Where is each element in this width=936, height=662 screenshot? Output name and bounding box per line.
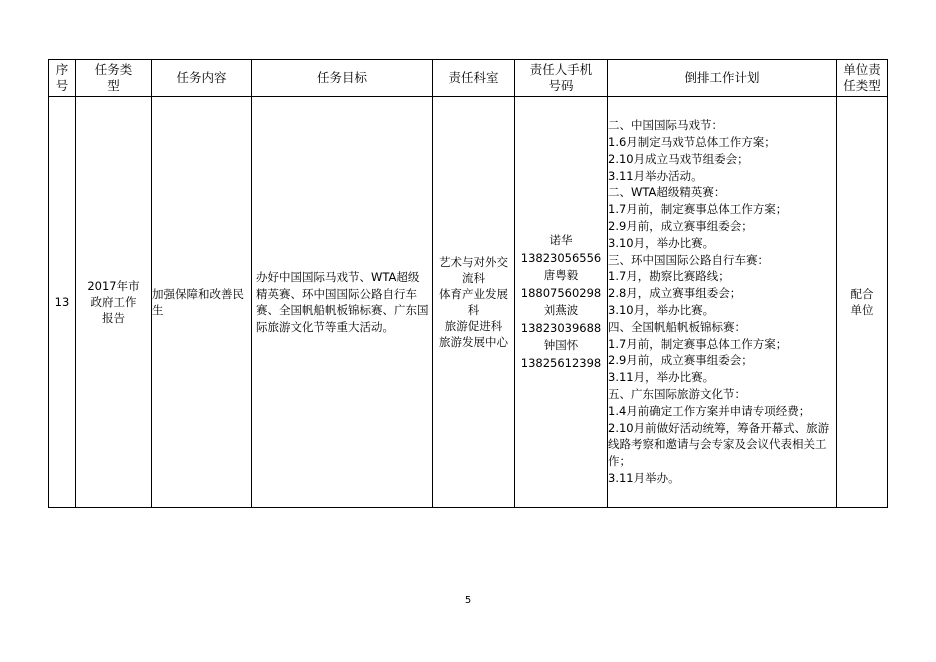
plan-line: 2.9月前，成立赛事组委会；	[608, 219, 753, 234]
plan-line: 2.8月，成立赛事组委会；	[608, 286, 742, 301]
plan-line: 3.10月，举办比赛。	[608, 235, 715, 250]
cell-goal: 办好中国国际马戏节、WTA超级精英赛、环中国国际公路自行车赛、全国帆船帆板锦标赛、广东国际旅游文化节等重大活动。	[252, 97, 433, 508]
contact-phone: 13823039688	[520, 320, 602, 335]
header-dept: 责任科室	[433, 60, 515, 97]
header-plan: 倒排工作计划	[608, 60, 837, 97]
cell-dept	[433, 97, 515, 508]
contact-name: 钟国怀	[543, 338, 579, 352]
plan-line: 3.10月，举办比赛。	[608, 303, 715, 317]
plan-line: 1.6月制定马戏节总体工作方案；	[608, 135, 776, 150]
plan-line: 2.10月成立马戏节组委会；	[608, 151, 749, 166]
cell-unit: 配合单位	[837, 97, 888, 508]
plan-line: 3.11月举办。	[608, 470, 680, 485]
header-content: 任务内容	[152, 60, 252, 97]
plan-line: 五、广东国际旅游文化节：	[608, 386, 746, 401]
cell-person	[515, 97, 608, 508]
dept-item: 体育产业发展科	[439, 287, 508, 317]
dept-item: 旅游发展中心	[439, 335, 508, 349]
plan-line: 3.11月举办活动。	[608, 168, 703, 183]
dept-item: 艺术与对外交流科	[439, 255, 508, 285]
plan-line: 四、全国帆船帆板锦标赛：	[608, 319, 746, 334]
plan-line: 1.7月前，制定赛事总体工作方案；	[608, 336, 788, 351]
contact-phone: 13823056556	[520, 250, 602, 265]
plan-line: 3.11月，举办比赛。	[608, 370, 715, 385]
contact-name: 诺华	[549, 233, 573, 247]
cell-content: 加强保障和改善民生	[152, 97, 252, 508]
page-number: 5	[464, 595, 472, 606]
table-row	[49, 97, 888, 508]
plan-line: 1.4月前确定工作方案并申请专项经费；	[608, 403, 811, 418]
header-row	[49, 60, 888, 97]
header-unit: 单位责任类型	[837, 60, 888, 97]
cell-no: 13	[49, 97, 76, 508]
plan-line: 1.7月，勘察比赛路线；	[608, 269, 730, 284]
contact-phone: 13825612398	[520, 355, 602, 370]
contact-name: 刘燕波	[543, 303, 579, 317]
contact-phone: 18807560298	[520, 285, 602, 300]
dept-item: 旅游促进科	[444, 319, 503, 333]
plan-line: 2.10月前做好活动统筹，筹备开幕式、旅游线路考察和邀请与会专家及会议代表相关工作；	[608, 420, 830, 469]
contact-name: 唐粤毅	[543, 268, 579, 282]
plan-line: 1.7月前，制定赛事总体工作方案；	[608, 202, 788, 217]
header-goal: 任务目标	[252, 60, 433, 97]
cell-plan	[608, 97, 837, 508]
plan-line: 二、中国国际马戏节：	[608, 118, 723, 133]
cell-type: 2017年市政府工作报告	[76, 97, 152, 508]
header-type: 任务类型	[76, 60, 152, 97]
plan-line: 2.9月前，成立赛事组委会；	[608, 353, 753, 368]
plan-line: 三、环中国国际公路自行车赛：	[608, 252, 769, 267]
header-no: 序号	[49, 60, 76, 97]
task-table	[48, 59, 888, 508]
header-person: 责任人手机号码	[515, 60, 608, 97]
plan-line: 二、WTA超级精英赛：	[608, 185, 726, 200]
